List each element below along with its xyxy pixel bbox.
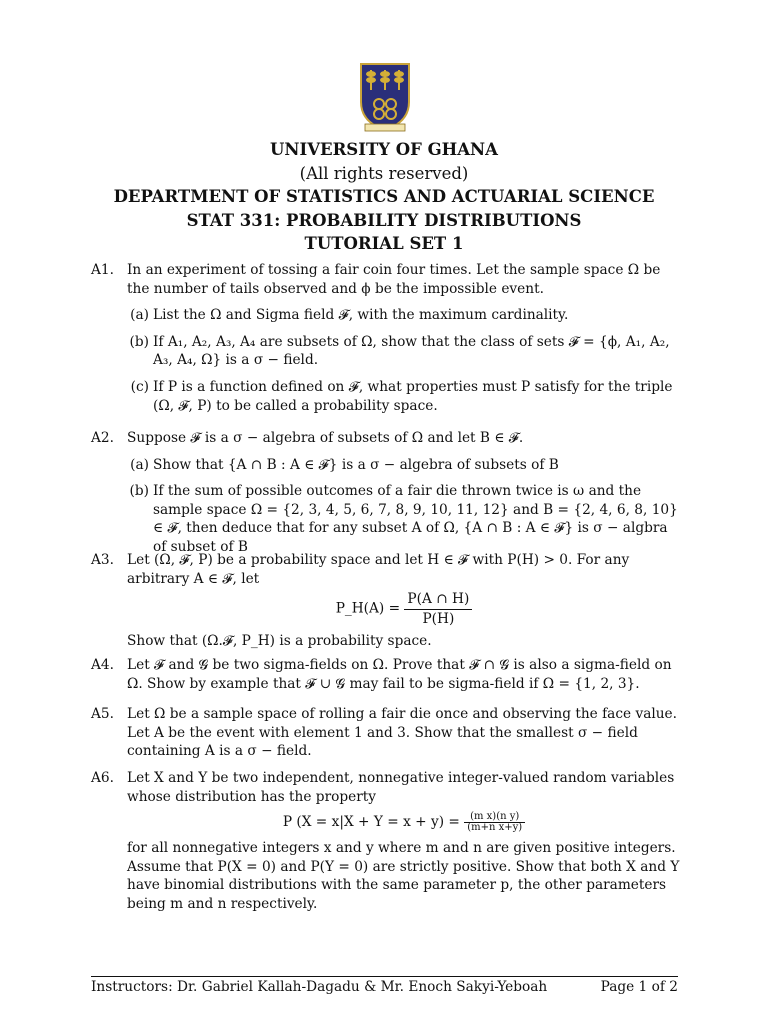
question-a2 (91, 429, 681, 557)
part-label: (a) (130, 456, 149, 473)
question-part (127, 456, 681, 475)
equation-fraction (464, 812, 525, 833)
fraction-denominator: (m+n x+y) (467, 822, 523, 834)
question-a1 (91, 261, 681, 415)
question-number: A1. (91, 262, 114, 278)
fraction-denominator: P(H) (422, 610, 455, 627)
question-text: Let X and Y be two independent, nonnegative integer-valued random variables whose distribution has the property (127, 770, 675, 805)
question-part (127, 333, 681, 370)
question-a4 (91, 656, 681, 693)
part-label: (a) (130, 307, 149, 324)
question-number: A5. (91, 706, 114, 722)
question-part (127, 306, 681, 325)
university-name: UNIVERSITY OF GHANA (270, 140, 498, 159)
question-text-after: for all nonnegative integers x and y where m and n are given positive integers. Assume that P(X = 0) and P(Y = 0) are strictly positive. Show that both X and Y have binomial distributions with the same parameter p, the other parameters being m and n respectively. (127, 840, 680, 912)
department-name: DEPARTMENT OF STATISTICS AND ACTUARIAL SCIENCE (113, 187, 655, 206)
equation-lhs: P (X = x|X + Y = x + y) = (282, 814, 460, 831)
conditional-probability-equation (127, 590, 681, 628)
question-number: A2. (91, 430, 114, 446)
part-label: (c) (130, 378, 149, 395)
course-title: STAT 331: PROBABILITY DISTRIBUTIONS (186, 210, 582, 230)
fraction-numerator: P(A ∩ H) (404, 590, 472, 610)
question-a5 (91, 705, 681, 761)
page-footer (91, 976, 678, 995)
question-part (127, 378, 681, 415)
part-label: (b) (129, 483, 149, 500)
part-text: List the Ω and Sigma field 𝓕, with the maximum cardinality. (153, 307, 569, 324)
document-header (0, 138, 768, 256)
question-text-after: Show that (Ω.𝓕, P_H) is a probability space. (127, 633, 432, 650)
part-label: (b) (129, 333, 149, 350)
question-number: A3. (91, 552, 114, 568)
tutorial-set-title: TUTORIAL SET 1 (304, 234, 464, 253)
university-crest-logo (359, 62, 411, 134)
part-text: If A₁, A₂, A₃, A₄ are subsets of Ω, show that the class of sets 𝓕 = {ϕ, A₁, A₂, A₃, A₄, Ω} is a σ − field. (153, 333, 670, 369)
equation-fraction (404, 590, 472, 628)
question-text: In an experiment of tossing a fair coin four times. Let the sample space Ω be the number of tails observed and ϕ be the impossible event. (127, 262, 661, 297)
part-text: If P is a function defined on 𝓕, what properties must P satisfy for the triple (Ω, 𝓕, P) to be called a probability space. (153, 378, 673, 414)
question-text: Let 𝓕 and 𝓖 be two sigma-fields on Ω. Prove that 𝓕 ∩ 𝓖 is also a sigma-field on Ω. Show by example that 𝓕 ∪ 𝓖 may fail to be sigma-field if Ω = {1, 2, 3}. (127, 657, 672, 692)
question-number: A4. (91, 657, 114, 673)
question-number: A6. (91, 770, 114, 786)
question-a3 (91, 551, 681, 651)
question-text: Suppose 𝓕 is a σ − algebra of subsets of Ω and let B ∈ 𝓕. (127, 430, 524, 446)
fraction-numerator: (m x)(n y) (464, 812, 525, 823)
question-text: Let (Ω, 𝓕, P) be a probability space and let H ∈ 𝓕 with P(H) > 0. For any arbitrary A ∈ 𝓕, let (127, 552, 630, 587)
rights-notice: (All rights reserved) (299, 163, 469, 183)
part-text: If the sum of possible outcomes of a fair die thrown twice is ω and the sample space Ω = {2, 3, 4, 5, 6, 7, 8, 9, 10, 11, 12} and B = {2, 4, 6, 8, 10} ∈ 𝓕, then deduce that for any subset A of Ω, {A ∩ B : A ∈ 𝓕} is σ − algbra of subset of B (153, 483, 678, 555)
question-a6 (91, 769, 681, 914)
page-number: Page 1 of 2 (600, 979, 678, 995)
instructors-text: Instructors: Dr. Gabriel Kallah-Dagadu & Mr. Enoch Sakyi-Yeboah (91, 979, 548, 995)
question-text: Let Ω be a sample space of rolling a fair die once and observing the face value. Let A be the event with element 1 and 3. Show that the smallest σ − field containing A is a σ − field. (127, 706, 677, 760)
binomial-probability-equation (127, 812, 681, 833)
equation-lhs: P_H(A) = (335, 600, 401, 617)
part-text: Show that {A ∩ B : A ∈ 𝓕} is a σ − algebra of subsets of B (153, 456, 559, 473)
question-part (127, 482, 681, 556)
